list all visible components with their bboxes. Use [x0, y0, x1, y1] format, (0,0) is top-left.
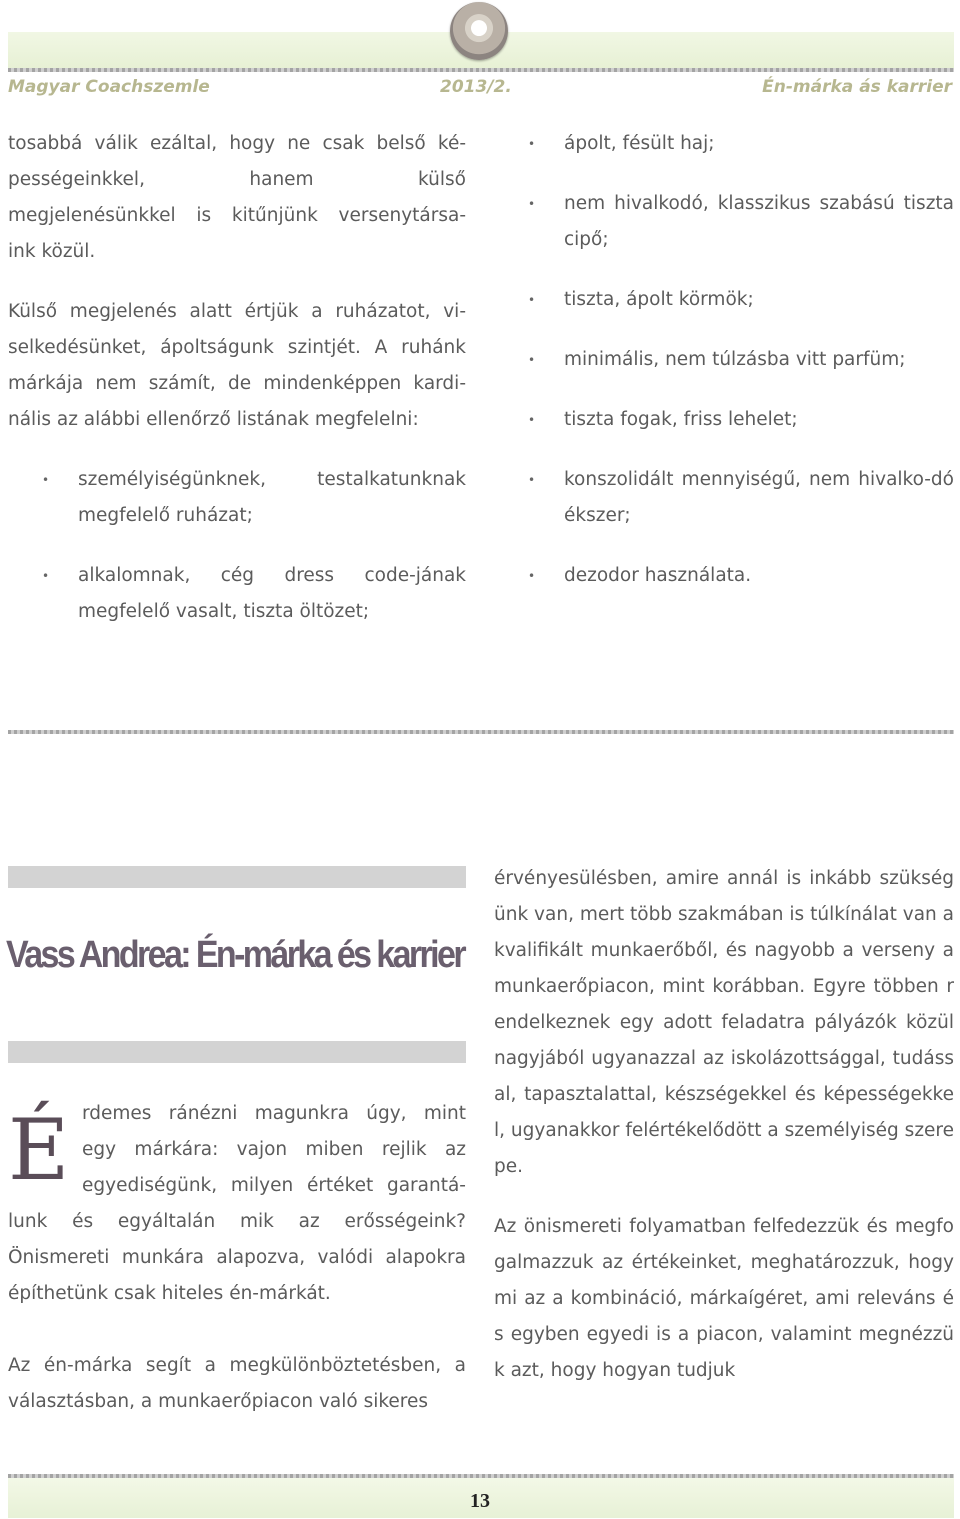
title-bar-bottom — [8, 1041, 466, 1063]
list-item: • tiszta fogak, friss lehelet; — [564, 402, 954, 438]
upper-right-column — [528, 126, 954, 594]
paragraph: Az én-márka segít a megkülönböztetésben, a választásban, a munkaerőpiacon való sikeres — [8, 1355, 466, 1412]
header-rule — [8, 68, 954, 72]
list-item: • dezodor használata. — [564, 558, 954, 594]
text-line: márkája nem számít, de mindenképpen kardi- — [8, 373, 466, 394]
list-item: • ápolt, fésült haj; — [564, 126, 954, 162]
text-line: selkedésünket, ápoltságunk szintjét. A ruhánk — [8, 337, 466, 358]
bullet-icon: • — [528, 353, 536, 367]
bullet-icon: • — [528, 569, 536, 583]
section-divider — [8, 730, 954, 734]
bullet-icon: • — [528, 137, 536, 151]
bullet-icon: • — [528, 473, 536, 487]
bullet-icon: • — [528, 197, 536, 211]
title-bar-top — [8, 866, 466, 888]
list-item: • alkalomnak, cég dress code-jának megfelelő vasalt, tiszta öltözet; — [78, 558, 466, 630]
lower-right-column — [494, 861, 954, 1389]
bullet-icon: • — [528, 413, 536, 427]
text-line: ink közül. — [8, 241, 96, 262]
text-line: megjelenésünkkel is kitűnjünk versenytársa- — [8, 205, 466, 226]
journal-logo-icon — [450, 2, 508, 60]
lower-left-column — [8, 1204, 466, 1420]
checklist-right — [528, 126, 954, 594]
text-line: pességeinkkel, hanem külső — [8, 169, 466, 190]
text-line: rdemes ránézni magunkra úgy, mint — [82, 1103, 466, 1124]
checklist-left — [42, 462, 466, 630]
bullet-icon: • — [42, 569, 50, 583]
list-item: • konszolidált mennyiségű, nem hivalko-dó ékszer; — [564, 462, 954, 534]
drop-cap: É — [8, 1101, 70, 1199]
header-issue: 2013/2. — [440, 77, 512, 97]
bullet-icon: • — [42, 473, 50, 487]
list-item: • személyiségünknek, testalkatunknak megfelelő ruházat; — [78, 462, 466, 534]
page-number: 13 — [470, 1490, 490, 1512]
paragraph: lunk és egyáltalán mik az erősségeink? Önismereti munkára alapozva, valódi alapokra építhetünk csak hiteles én-márkát. — [8, 1211, 466, 1304]
text-line: egy márkára: vajon miben rejlik az — [82, 1139, 466, 1160]
text-line: Külső megjelenés alatt értjük a ruházatot, vi- — [8, 301, 466, 322]
text-line: nális az alábbi ellenőrző listának megfelelni: — [8, 409, 419, 430]
intro-lines — [82, 1096, 466, 1204]
header-section: Én-márka ás karrier — [762, 77, 952, 97]
upper-left-column — [8, 126, 466, 630]
text-line: egyediségünk, milyen értéket garantá- — [82, 1175, 466, 1196]
footer-rule — [8, 1474, 954, 1478]
article-title: Vass Andrea: Én-márka és karrier — [6, 933, 464, 977]
list-item: • minimális, nem túlzásba vitt parfüm; — [564, 342, 954, 378]
paragraph: érvényesülésben, amire annál is inkább szükségünk van, mert több szakmában is túlkínálat van a kvalifikált munkaerőből, és nagyobb a verseny a munkaerőpiacon, mint korábban. Egyre többen rendelkeznek egy adott feladatra pályázók közül nagyjából ugyanazzal az iskolázottsággal, tudással, tapasztalattal, készségekkel és képességekkel, ugyanakkor felértékelődött a személyiség szerepe. — [494, 868, 954, 1177]
list-item: • tiszta, ápolt körmök; — [564, 282, 954, 318]
bullet-icon: • — [528, 293, 536, 307]
list-item: • nem hivalkodó, klasszikus szabású tiszta cipő; — [564, 186, 954, 258]
text-line: tosabbá válik ezáltal, hogy ne csak belső ké- — [8, 133, 466, 154]
header-journal: Magyar Coachszemle — [8, 77, 210, 97]
paragraph: Az önismereti folyamatban felfedezzük és megfogalmazzuk az értékeinket, meghatározzuk, hogy mi az a kombináció, márkaígéret, ami releváns és egyben egyedi is a piacon, valamint megnézzük azt, hogy hogyan tudjuk — [494, 1216, 954, 1381]
